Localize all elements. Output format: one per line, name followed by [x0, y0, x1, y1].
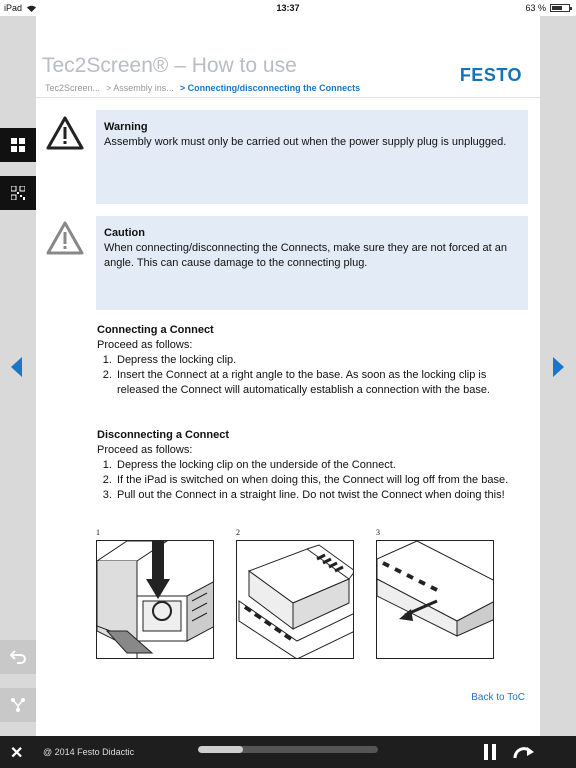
caution-heading: Caution: [104, 227, 145, 239]
share-icon: [10, 697, 26, 713]
figure-3: [375, 528, 495, 663]
figure-1: [95, 528, 215, 663]
caution-triangle-icon: [46, 221, 84, 255]
figure-image: [376, 540, 494, 659]
figure-number: 2: [236, 528, 240, 537]
battery-percentage: 63 %: [525, 3, 546, 13]
warning-triangle-icon: [46, 116, 84, 150]
figure-image: [236, 540, 354, 659]
page-scrubber[interactable]: [198, 746, 378, 753]
figure-number: 3: [376, 528, 380, 537]
chevron-left-icon[interactable]: [11, 357, 22, 377]
clock: 13:37: [276, 3, 300, 13]
share-button[interactable]: [0, 688, 36, 722]
pause-icon[interactable]: [484, 744, 496, 760]
section-heading: Connecting a Connect: [97, 324, 214, 336]
festo-logo: FESTO: [459, 65, 522, 85]
page-title: Tec2Screen® – How to use: [42, 54, 297, 77]
caution-box: [96, 216, 528, 310]
step-item: 2. If the iPad is switched on when doing this, the Connect will log off from the base.: [115, 473, 527, 488]
warning-box: [96, 110, 528, 204]
redo-icon[interactable]: [512, 742, 536, 762]
step-item: 1. Depress the locking clip.: [115, 353, 527, 368]
qr-button[interactable]: [0, 176, 36, 210]
warning-text: Assembly work must only be carried out when the power supply plug is unplugged.: [104, 136, 507, 148]
back-button[interactable]: [0, 640, 36, 674]
back-arrow-icon: [10, 650, 26, 664]
step-item: 2. Insert the Connect at a right angle to the base. As soon as the locking clip is released the Connect will automatically establish a connection with the base.: [115, 368, 527, 398]
section-heading: Disconnecting a Connect: [97, 429, 230, 441]
header-divider: [36, 97, 540, 98]
battery-icon: [550, 4, 570, 12]
close-icon[interactable]: ✕: [10, 745, 24, 762]
breadcrumb-item[interactable]: Tec2Screen...: [45, 83, 101, 93]
illustration-row: [95, 528, 495, 663]
steps-list: [115, 458, 527, 503]
status-bar: [0, 0, 576, 16]
step-item: 3. Pull out the Connect in a straight line. Do not twist the Connect when doing this!: [115, 488, 527, 503]
breadcrumb-item[interactable]: > Assembly ins...: [106, 83, 174, 93]
bottom-toolbar: [0, 736, 576, 768]
section-intro: Proceed as follows:: [97, 339, 193, 351]
grid-icon: [11, 138, 25, 152]
toc-button[interactable]: [0, 128, 36, 162]
battery-fill: [552, 6, 562, 10]
warning-heading: Warning: [104, 121, 148, 133]
figure-image: [96, 540, 214, 659]
back-to-toc-link[interactable]: Back to ToC: [471, 692, 525, 703]
caution-text: When connecting/disconnecting the Connects, make sure they are not forced at an angle. This can cause damage to the connecting plug.: [104, 242, 507, 269]
steps-list: [115, 353, 527, 398]
device-label: iPad: [4, 3, 23, 13]
figure-number: 1: [96, 528, 100, 537]
qr-code-icon: [11, 186, 25, 200]
copyright-text: @ 2014 Festo Didactic: [43, 747, 135, 757]
content-page: [36, 16, 540, 736]
connecting-section: [97, 323, 527, 398]
chevron-right-icon[interactable]: [553, 357, 564, 377]
breadcrumb: [45, 83, 360, 93]
step-item: 1. Depress the locking clip on the underside of the Connect.: [115, 458, 527, 473]
figure-2: [235, 528, 355, 663]
disconnecting-section: [97, 428, 527, 503]
breadcrumb-current: > Connecting/disconnecting the Connects: [179, 83, 361, 93]
section-intro: Proceed as follows:: [97, 444, 193, 456]
scrubber-fill: [198, 746, 243, 753]
